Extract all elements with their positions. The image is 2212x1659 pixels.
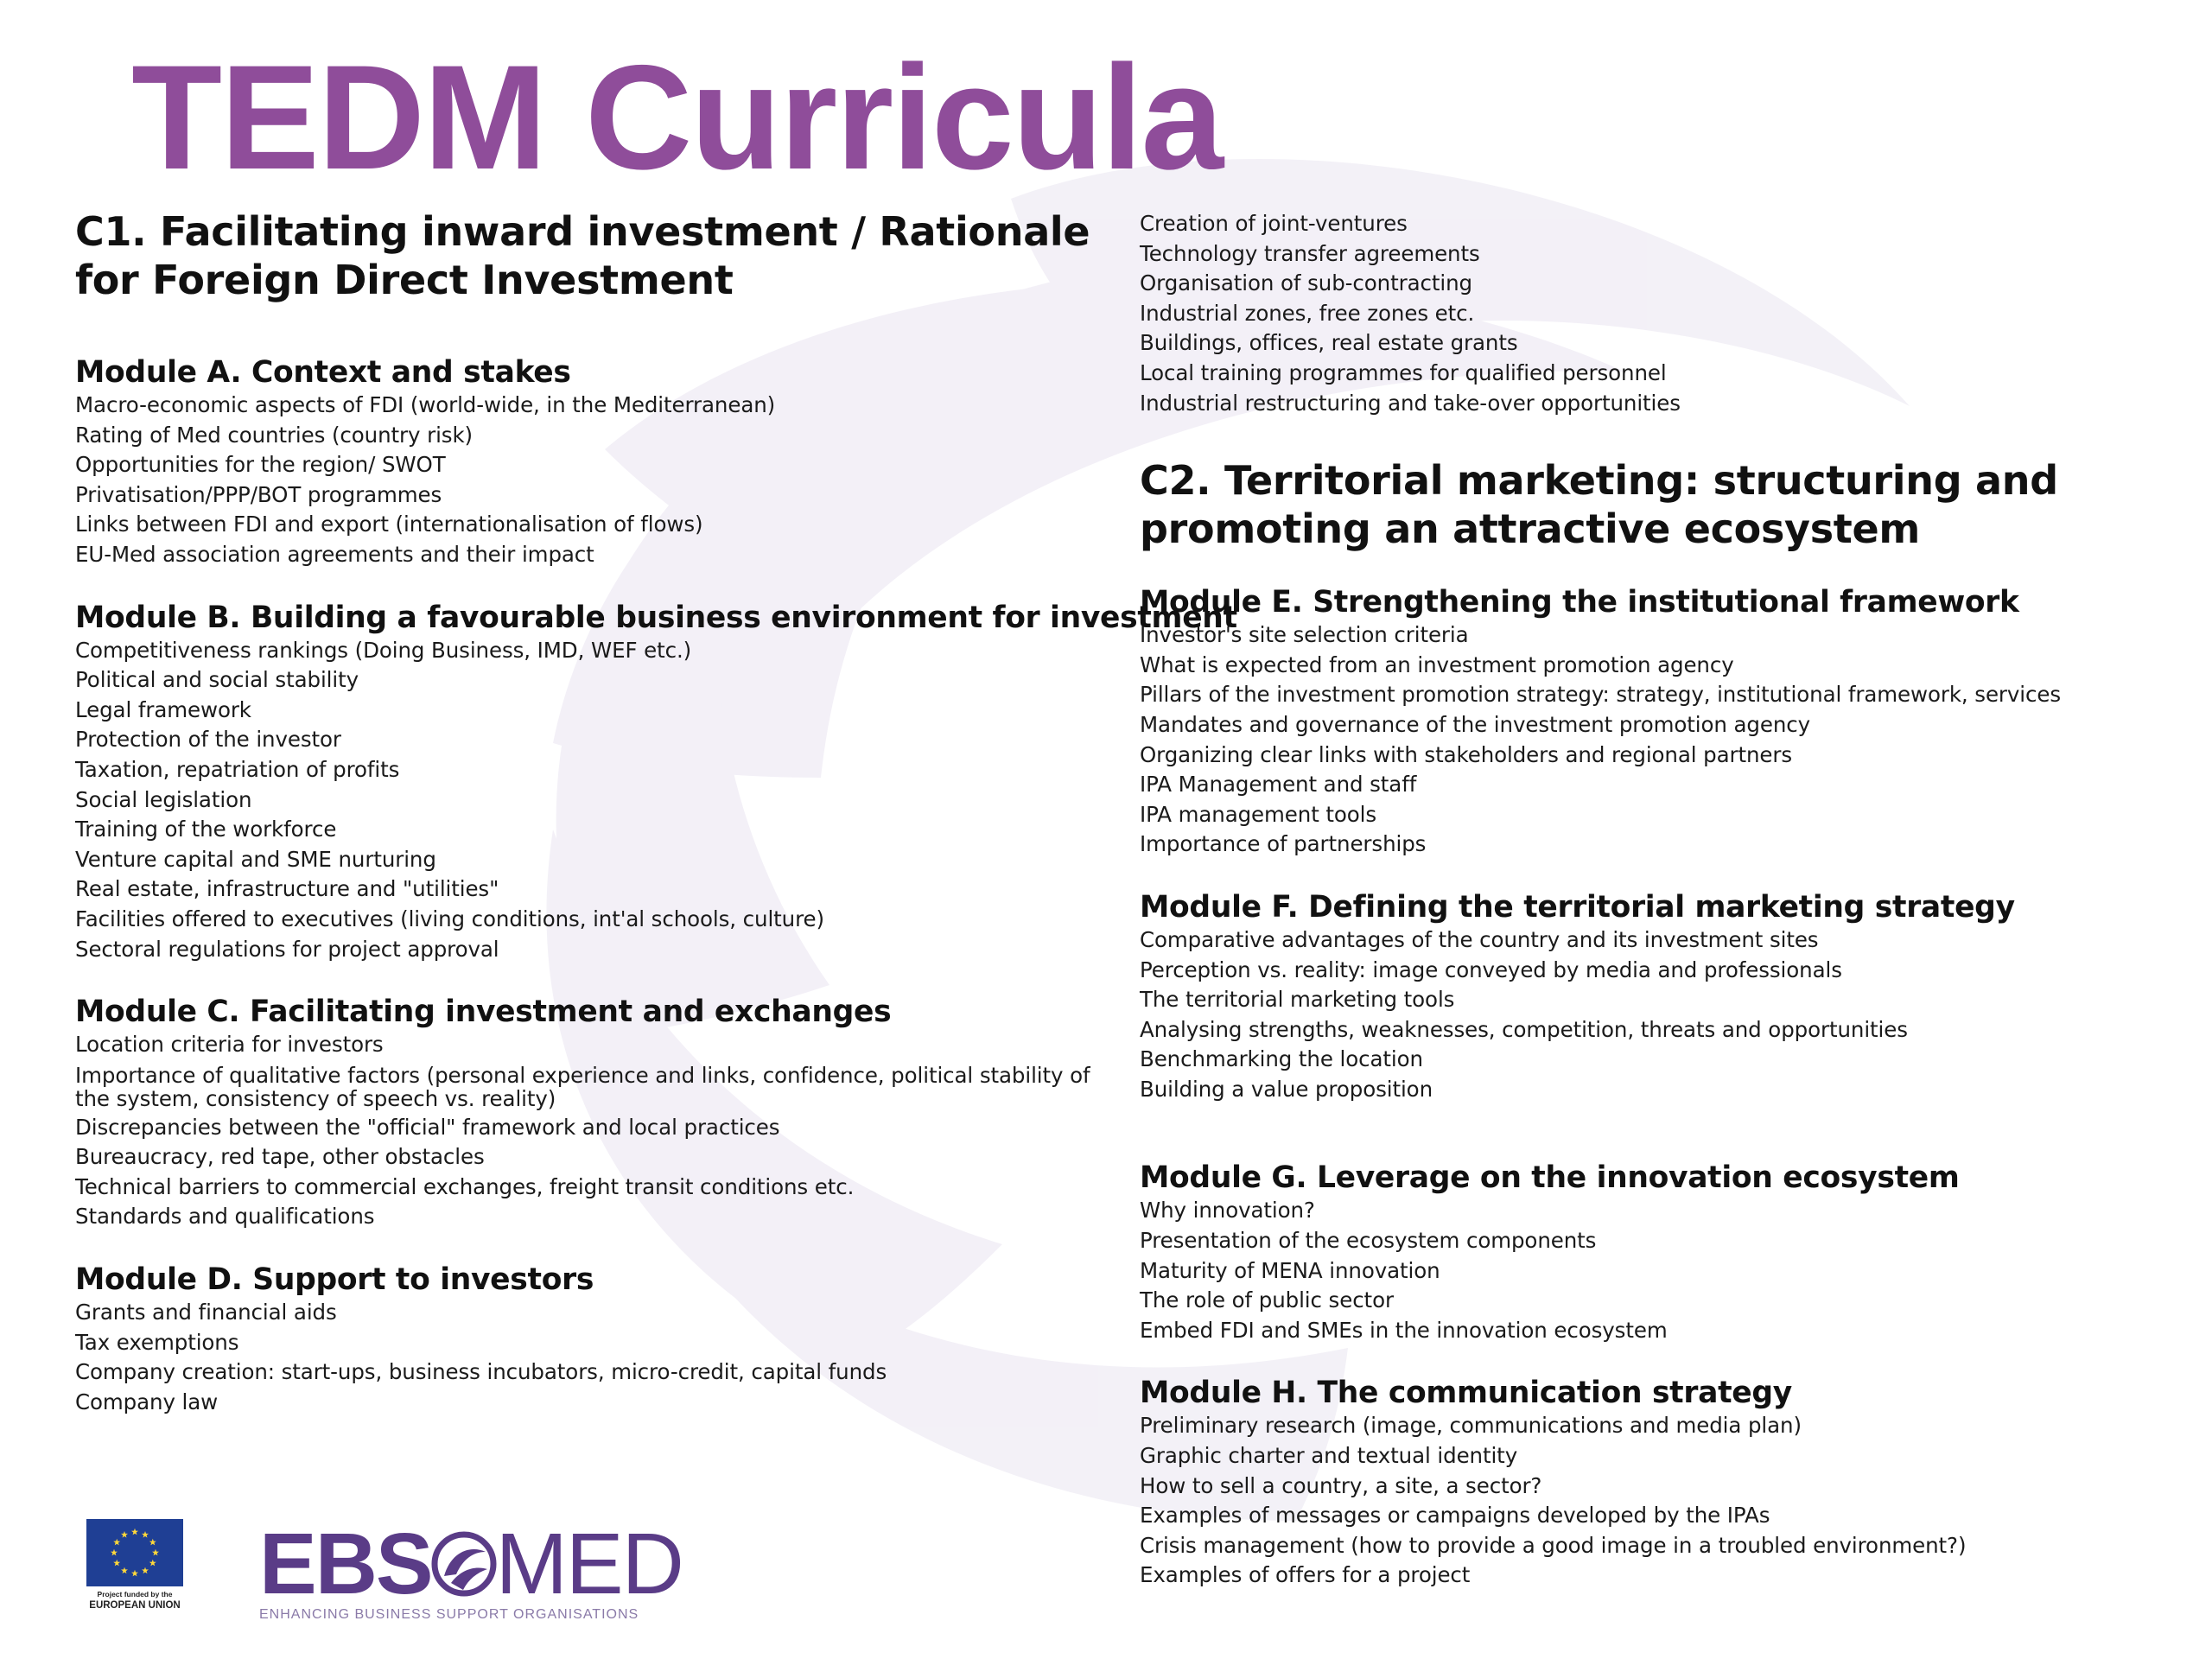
list-item: Bureaucracy, red tape, other obstacles [75,1144,485,1170]
list-item: Preliminary research (image, communications and media plan) [1140,1413,1802,1439]
list-item: Political and social stability [75,667,359,693]
module-f-title: Module F. Defining the territorial marketing strategy [1140,889,2015,925]
list-item: Creation of joint-ventures [1140,211,1408,236]
list-item: Importance of partnerships [1140,831,1427,857]
list-item: Protection of the investor [75,727,341,753]
list-item: Organisation of sub-contracting [1140,270,1472,296]
ebsomed-logo-light-text: MED [495,1516,683,1612]
module-h-title: Module H. The communication strategy [1140,1376,1792,1411]
module-c-list [75,1030,1112,1232]
list-item: Social legislation [75,786,252,812]
list-item: Macro-economic aspects of FDI (world-wide, in the Mediterranean) [75,392,776,417]
list-item: Investor's site selection criteria [1140,622,1469,648]
list-item: Examples of messages or campaigns developed by the IPAs [1140,1503,1770,1529]
list-item: Pillars of the investment promotion strategy: strategy, institutional framework, services [1140,682,2062,708]
module-h-list [1140,1411,2177,1591]
list-item: Sectoral regulations for project approval [75,936,499,962]
list-item: Mandates and governance of the investment promotion agency [1140,711,1811,737]
module-g-list [1140,1196,2177,1345]
eu-logo [86,1519,187,1611]
list-item: EU-Med association agreements and their impact [75,541,594,567]
list-item: IPA management tools [1140,801,1377,827]
list-item: Importance of qualitative factors (personal experience and links, confidence, political stability of the system, consistency of speech vs. reality) [75,1062,1090,1111]
list-item: Building a value proposition [1140,1076,1433,1102]
list-item: Comparative advantages of the country and its investment sites [1140,926,1819,952]
list-item: Crisis management (how to provide a good image in a troubled environment?) [1140,1532,1967,1558]
module-d-title: Module D. Support to investors [75,1262,594,1298]
list-item: Taxation, repatriation of profits [75,756,400,782]
list-item: Technical barriers to commercial exchanges, freight transit conditions etc. [75,1173,855,1199]
list-item: Opportunities for the region/ SWOT [75,452,446,478]
page-title: TEDM Curricula [131,35,1223,200]
list-item: Organizing clear links with stakeholders and regional partners [1140,741,1793,767]
list-item: How to sell a country, a site, a sector? [1140,1472,1542,1498]
course-c1-title: C1. Facilitating inward investment / Rationale for Foreign Direct Investment [75,208,1090,303]
module-d-continued-list [1140,209,2177,418]
list-item: Local training programmes for qualified personnel [1140,359,1667,385]
list-item: Embed FDI and SMEs in the innovation ecosystem [1140,1317,1668,1343]
list-item: Benchmarking the location [1140,1046,1423,1072]
right-column [1140,209,2177,1591]
list-item: What is expected from an investment promotion agency [1140,652,1734,677]
ebsomed-logo-bold-text: EBS [259,1516,432,1612]
list-item: The territorial marketing tools [1140,987,1455,1013]
module-e-list [1140,620,2177,860]
list-item: Competitiveness rankings (Doing Business, IMD, WEF etc.) [75,637,692,663]
list-item: Discrepancies between the "official" framework and local practices [75,1114,780,1140]
list-item: Venture capital and SME nurturing [75,846,436,872]
list-item: Industrial restructuring and take-over opportunities [1140,390,1681,416]
list-item: IPA Management and staff [1140,772,1417,798]
list-item: Location criteria for investors [75,1032,384,1058]
list-item: Rating of Med countries (country risk) [75,422,473,448]
module-b-list [75,636,1112,965]
list-item: Legal framework [75,696,251,722]
list-item: Training of the workforce [75,817,337,842]
list-item: Perception vs. reality: image conveyed by media and professionals [1140,957,1842,982]
module-a-title: Module A. Context and stakes [75,355,571,390]
list-item: Real estate, infrastructure and "utilities" [75,876,499,902]
list-item: Maturity of MENA innovation [1140,1257,1440,1283]
module-d-list [75,1298,1112,1417]
list-item: Facilities offered to executives (living conditions, int'al schools, culture) [75,906,824,931]
list-item: Company law [75,1389,219,1414]
ebsomed-swirl-icon [430,1526,498,1599]
list-item: Company creation: start-ups, business incubators, micro-credit, capital funds [75,1359,887,1385]
list-item: The role of public sector [1140,1287,1394,1313]
list-item: Examples of offers for a project [1140,1562,1471,1588]
list-item: Grants and financial aids [75,1300,337,1325]
list-item: Industrial zones, free zones etc. [1140,300,1475,326]
list-item: Privatisation/PPP/BOT programmes [75,481,442,507]
list-item: Standards and qualifications [75,1204,375,1230]
module-f-list [1140,925,2177,1105]
list-item: Links between FDI and export (internationalisation of flows) [75,512,703,537]
module-g-title: Module G. Leverage on the innovation ecosystem [1140,1160,1960,1196]
module-a-list [75,391,1112,570]
eu-flag-icon [86,1519,183,1586]
ebsomed-logo [259,1516,683,1623]
list-item: Technology transfer agreements [1140,240,1480,266]
eu-funded-line: Project funded by the [97,1590,173,1599]
module-e-title: Module E. Strengthening the institutional framework [1140,585,2019,620]
list-item: Graphic charter and textual identity [1140,1443,1518,1469]
module-c-title: Module C. Facilitating investment and exchanges [75,995,892,1030]
module-b-title: Module B. Building a favourable business environment for investment [75,600,1237,635]
list-item: Presentation of the ecosystem components [1140,1228,1597,1254]
list-item: Buildings, offices, real estate grants [1140,330,1518,356]
ebsomed-tagline: ENHANCING BUSINESS SUPPORT ORGANISATIONS [259,1607,639,1622]
list-item: Tax exemptions [75,1329,239,1355]
course-c2-title: C2. Territorial marketing: structuring and promoting an attractive ecosystem [1140,457,2058,553]
list-item: Analysing strengths, weaknesses, competition, threats and opportunities [1140,1016,1908,1042]
list-item: Why innovation? [1140,1198,1315,1224]
eu-name: EUROPEAN UNION [89,1600,181,1611]
